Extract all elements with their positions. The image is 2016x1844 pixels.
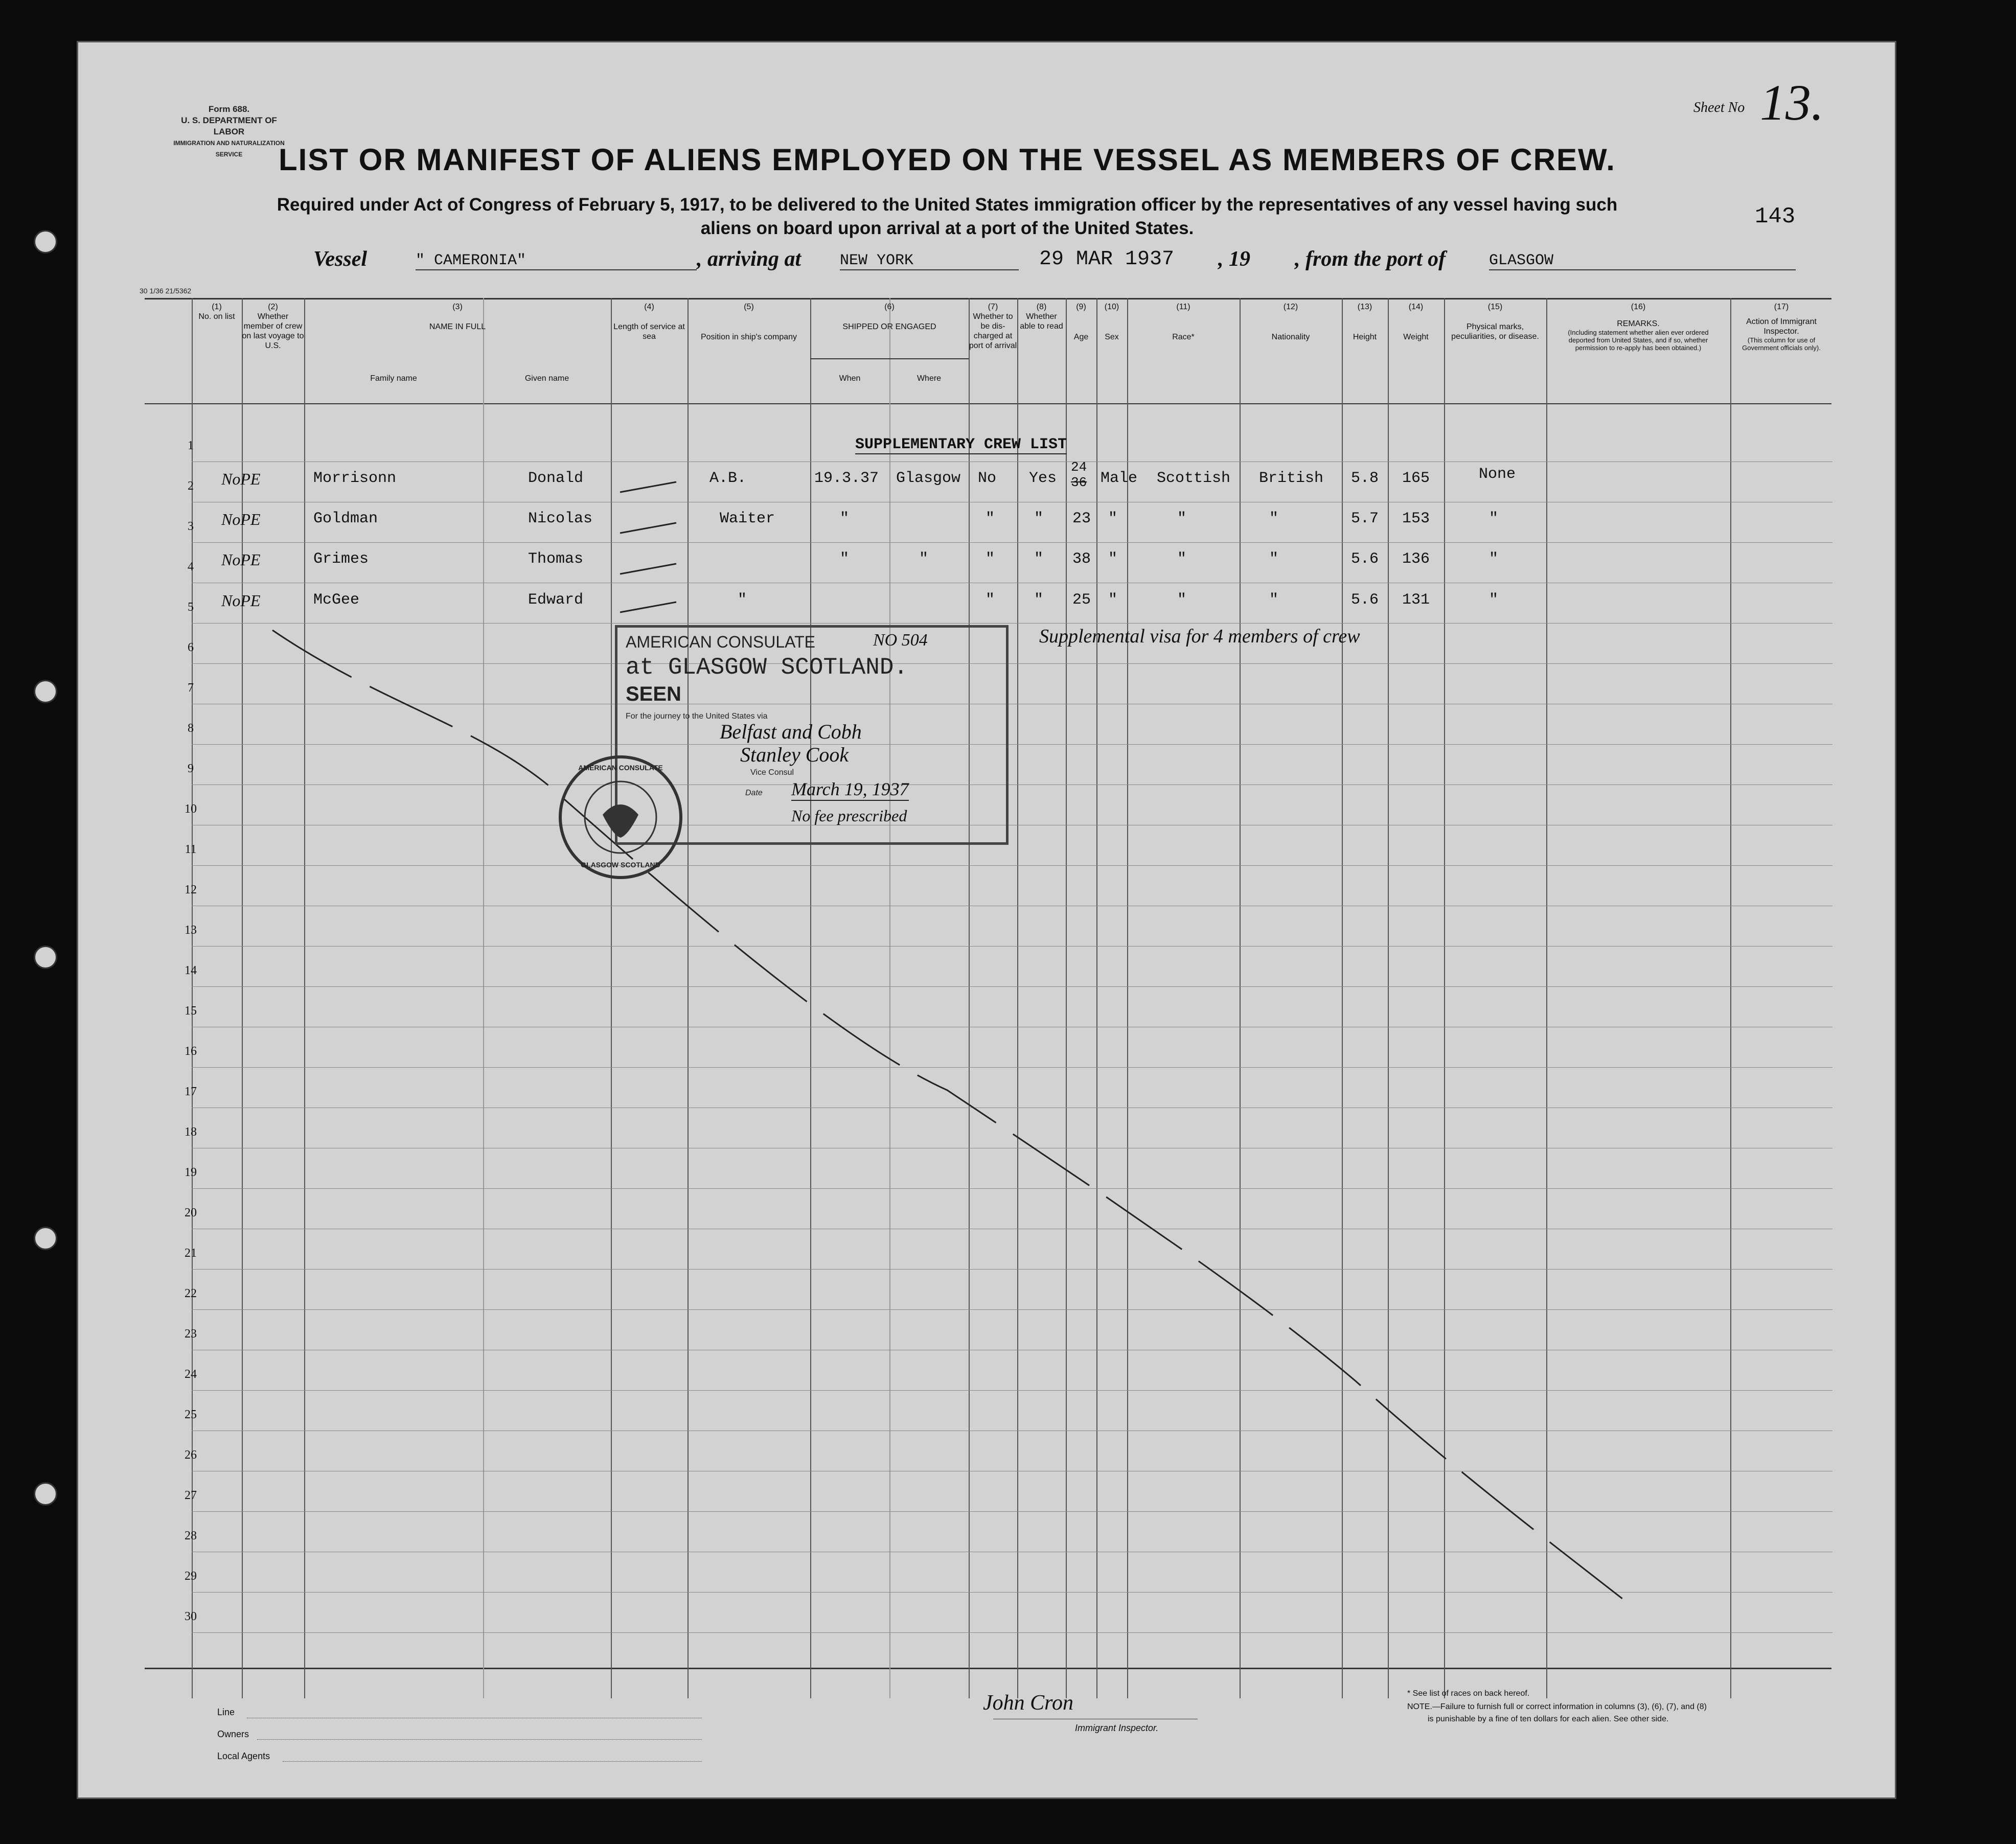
shipped-where-cell: " [919, 550, 929, 568]
row-number: 10 [185, 802, 197, 816]
col-header-6: (6) SHIPPED OR ENGAGED [842, 303, 936, 331]
row-number: 13 [185, 924, 197, 937]
row-number: 27 [185, 1489, 197, 1502]
sex-cell: Male [1101, 470, 1138, 487]
punch-hole [34, 946, 57, 969]
row-number: 25 [185, 1408, 197, 1421]
row-number: 6 [188, 641, 194, 654]
read-cell: " [1034, 510, 1044, 527]
stamp-consulate: AMERICAN CONSULATE [626, 633, 816, 651]
row-number: 20 [185, 1206, 197, 1219]
position-cell: A.B. [709, 470, 747, 487]
sheet-label: Sheet No [1693, 100, 1745, 116]
shipped-when-cell: 19.3.37 [814, 470, 879, 487]
seal-eagle-icon [562, 758, 679, 876]
marks-cell: " [1489, 591, 1499, 609]
inspector-label: Immigrant Inspector. [1075, 1723, 1159, 1733]
age-struck-cell: 36 [1071, 475, 1087, 490]
department: U. S. DEPARTMENT OF LABOR [181, 116, 277, 136]
marks-cell: None [1479, 466, 1516, 483]
last-voyage-cell: NoPE [221, 470, 261, 488]
row-number: 11 [185, 843, 197, 856]
sex-cell: " [1108, 550, 1118, 568]
last-voyage-cell: NoPE [221, 510, 261, 528]
footer-note-1: * See list of races on back hereof. [1407, 1689, 1530, 1698]
col-header-8: (8) Whether able to read [1020, 303, 1063, 331]
consulate-seal [559, 755, 682, 879]
sex-cell: " [1108, 591, 1118, 609]
read-cell: Yes [1029, 470, 1057, 487]
row-number: 8 [188, 722, 194, 735]
print-code: 30 1/36 21/5362 [140, 287, 192, 295]
discharged-cell: No [978, 470, 997, 487]
last-voyage-cell: NoPE [221, 550, 261, 569]
arriving-label: , arriving at [697, 247, 801, 271]
inspector-signature: John Cron [983, 1691, 1073, 1715]
row-number: 17 [185, 1085, 197, 1098]
age-cell: 25 [1072, 591, 1091, 609]
sheet-number: 13. [1760, 74, 1824, 131]
race-cell: " [1177, 550, 1187, 568]
weight-cell: 153 [1402, 510, 1430, 527]
stamp-journey-hand: Belfast and Cobh [720, 720, 862, 743]
height-cell: 5.6 [1351, 550, 1379, 568]
from-port: GLASGOW [1489, 252, 1796, 270]
col-header-13: (13) Height [1353, 303, 1377, 341]
given-name-cell: Edward [528, 591, 584, 609]
arrival-port: NEW YORK [840, 252, 1019, 270]
marks-cell: " [1489, 550, 1499, 568]
stamp-fee: No fee prescribed [791, 806, 907, 825]
vessel-label: Vessel [313, 247, 367, 271]
col-header-7: (7) Whether to be dis-charged at port of arrival [969, 303, 1017, 350]
family-name-cell: Grimes [313, 550, 369, 568]
shipped-where-cell: Glasgow [896, 470, 961, 487]
page-title: LIST OR MANIFEST OF ALIENS EMPLOYED ON THE VESSEL AS MEMBERS OF CREW. [279, 143, 1616, 177]
supplemental-visa-note: Supplemental visa for 4 members of crew [1039, 626, 1360, 647]
supplementary-title: SUPPLEMENTARY CREW LIST [855, 436, 1067, 453]
footer-owners-label: Owners [217, 1729, 249, 1739]
col-header-3: (3) NAME IN FULL [429, 303, 486, 331]
footer-note-2: NOTE.—Failure to furnish full or correct information in columns (3), (6), (7), and (8) [1407, 1702, 1707, 1711]
footer-line-label: Line [217, 1707, 235, 1717]
height-cell: 5.6 [1351, 591, 1379, 609]
family-name-cell: Morrisonn [313, 470, 397, 487]
col-header-10: (10) Sex [1104, 303, 1119, 341]
arrival-date: 29 MAR 1937 [1039, 248, 1175, 271]
row-number: 18 [185, 1125, 197, 1139]
stamp-location: at GLASGOW SCOTLAND. [626, 654, 908, 681]
given-name-cell: Thomas [528, 550, 584, 568]
stamp-number: NO 504 [873, 631, 928, 650]
manifest-page [77, 41, 1896, 1799]
position-cell: " [738, 591, 747, 609]
punch-hole [34, 1227, 57, 1250]
service: IMMIGRATION AND NATURALIZATION SERVICE [173, 140, 285, 158]
sex-cell: " [1108, 510, 1118, 527]
row-number: 23 [185, 1327, 197, 1341]
stamp-journey: For the journey to the United States via [626, 712, 768, 721]
footer-note-3: is punishable by a fine of ten dollars for each alien. See other side. [1428, 1715, 1669, 1723]
row-number: 14 [185, 964, 197, 977]
marks-cell: " [1489, 510, 1499, 527]
punch-hole [34, 1482, 57, 1506]
given-name-header: Given name [524, 374, 569, 383]
punch-hole [34, 230, 57, 253]
stamp-date-label: Date [745, 789, 763, 797]
from-label: , from the port of [1295, 247, 1446, 271]
nationality-cell: " [1269, 550, 1279, 568]
nationality-cell: " [1269, 591, 1279, 609]
col-header-2: (2) Whether member of crew on last voyage to U.S. [242, 303, 304, 350]
row-number: 12 [185, 883, 197, 896]
height-cell: 5.7 [1351, 510, 1379, 527]
footer-agents-label: Local Agents [217, 1751, 270, 1761]
row-number: 29 [185, 1570, 197, 1583]
row-number: 2 [188, 479, 194, 493]
row-number: 16 [185, 1045, 197, 1058]
col-header-1: (1) No. on list [198, 303, 235, 321]
required-line-1: Required under Act of Congress of February 5, 1917, to be delivered to the United States immigration officer by the representatives of any vessel having such [277, 195, 1618, 215]
row-number: 28 [185, 1529, 197, 1542]
vessel-name: " CAMERONIA" [416, 252, 697, 270]
read-cell: " [1034, 591, 1044, 609]
col-header-5: (5) Position in ship's company [700, 303, 797, 341]
discharged-cell: " [986, 510, 995, 527]
cancel-line [78, 42, 1896, 1799]
row-number: 5 [188, 601, 194, 614]
discharged-cell: " [986, 591, 995, 609]
row-number: 30 [185, 1610, 197, 1623]
row-number: 3 [188, 520, 194, 533]
race-cell: " [1177, 510, 1187, 527]
stamp-date-value: March 19, 1937 [791, 778, 909, 801]
col-header-15: (15) Physical marks, peculiarities, or disease. [1451, 303, 1539, 341]
row-number: 19 [185, 1166, 197, 1179]
nationality-cell: " [1269, 510, 1279, 527]
weight-cell: 136 [1402, 550, 1430, 568]
sequence-number: 143 [1755, 204, 1796, 229]
family-name-cell: Goldman [313, 510, 378, 527]
given-name-cell: Donald [528, 470, 584, 487]
stamp-signature: Stanley Cook [740, 743, 849, 766]
family-name-cell: McGee [313, 591, 360, 609]
required-line-2: aliens on board upon arrival at a port of the United States. [700, 218, 1194, 238]
col-header-12: (12) Nationality [1271, 303, 1310, 341]
row-number: 9 [188, 762, 194, 775]
age-cell: 24 [1071, 459, 1087, 475]
row-number: 24 [185, 1368, 197, 1381]
stamp-seen: SEEN [626, 683, 681, 705]
row-number: 7 [188, 681, 194, 695]
discharged-cell: " [986, 550, 995, 568]
race-cell: Scottish [1157, 470, 1231, 487]
read-cell: " [1034, 550, 1044, 568]
col-header-4: (4) Length of service at sea [613, 303, 685, 341]
row-number: 26 [185, 1448, 197, 1462]
given-name-cell: Nicolas [528, 510, 593, 527]
nationality-cell: British [1259, 470, 1324, 487]
last-voyage-cell: NoPE [221, 591, 261, 610]
col-header-9: (9) Age [1073, 303, 1089, 341]
weight-cell: 165 [1402, 470, 1430, 487]
footer-owners-field [257, 1739, 702, 1740]
age-cell: 38 [1072, 550, 1091, 568]
year-label: , 19 [1218, 247, 1250, 271]
when-header: When [839, 374, 861, 383]
punch-hole [34, 680, 57, 703]
position-cell: Waiter [720, 510, 775, 527]
seal-top-text: AMERICAN CONSULATE [578, 764, 663, 772]
footer-agents-field [283, 1761, 702, 1762]
col-header-14: (14) Weight [1403, 303, 1429, 341]
seal-bottom-text: GLASGOW SCOTLAND [581, 861, 660, 869]
row-number: 15 [185, 1004, 197, 1018]
race-cell: " [1177, 591, 1187, 609]
shipped-when-cell: " [840, 510, 850, 527]
where-header: Where [917, 374, 942, 383]
age-cell: 23 [1072, 510, 1091, 527]
shipped-when-cell: " [840, 550, 850, 568]
family-name-header: Family name [370, 374, 417, 383]
weight-cell: 131 [1402, 591, 1430, 609]
col-header-17: (17) Action of Immigrant Inspector. (This column for use of Government officials only). [1742, 303, 1821, 352]
stamp-vice-consul: Vice Consul [750, 768, 794, 777]
height-cell: 5.8 [1351, 470, 1379, 487]
row-number: 21 [185, 1247, 197, 1260]
form-number: Form 688. [208, 104, 250, 114]
row-number: 22 [185, 1287, 197, 1300]
row-number: 4 [188, 560, 194, 573]
col-header-16: (16) REMARKS. (Including statement whether alien ever ordered deported from United States, and if so, whether permission to re-apply has been obtained.) [1568, 303, 1709, 352]
row-number: 1 [188, 439, 194, 452]
col-header-11: (11) Race* [1172, 303, 1195, 341]
